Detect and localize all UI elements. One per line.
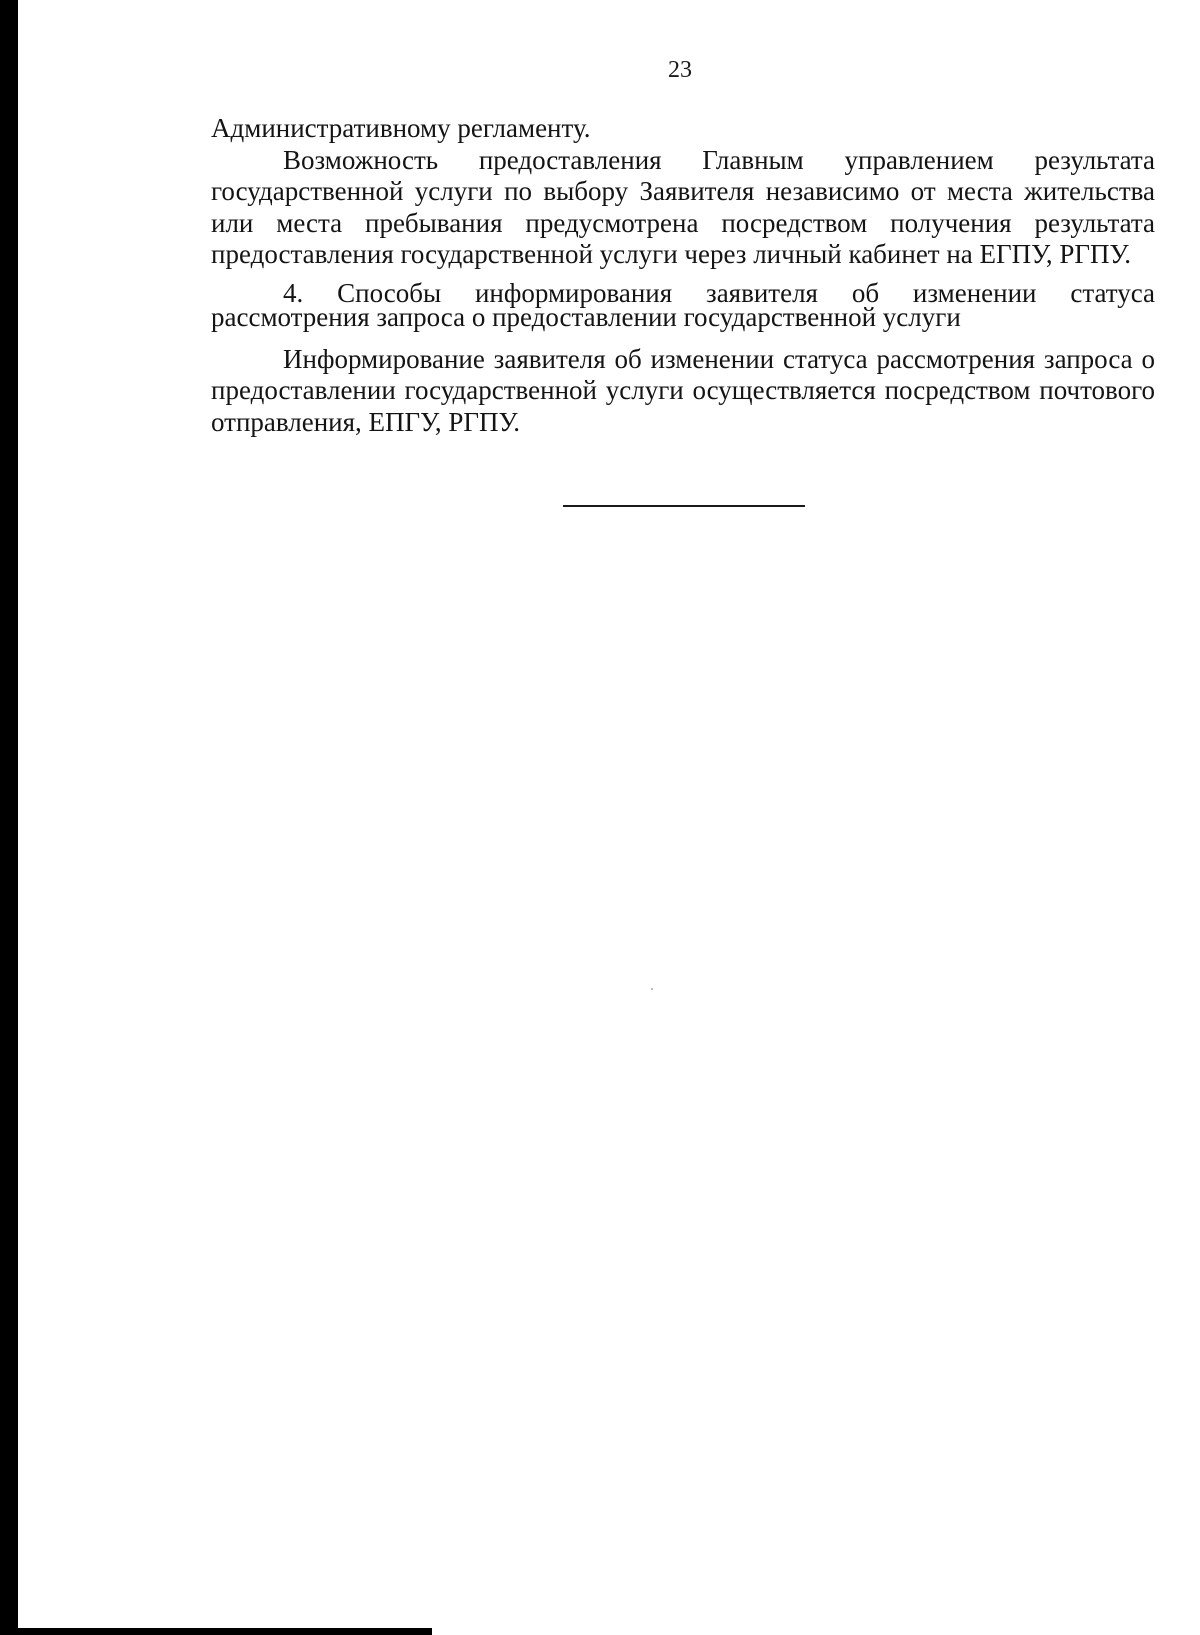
scan-speck — [651, 988, 653, 990]
scan-border-left — [0, 0, 18, 1635]
paragraph-continuation: Административному регламенту. — [211, 113, 591, 143]
end-rule-divider — [563, 505, 805, 507]
scan-border-bottom — [0, 1628, 432, 1635]
paragraph-result-possibility: Возможность предоставления Главным управлением результата государственной услуги по выбору Заявителя независимо от места жительства или места пребывания предусмотрена посредством получения результата предоставления государственной услуги через личный кабинет на ЕГПУ, РГПУ. — [211, 144, 1155, 269]
paragraph-informing: Информирование заявителя об изменении статуса рассмотрения запроса о предоставлении государственной услуги осуществляется посредством почтового отправления, ЕПГУ, РГПУ. — [211, 343, 1155, 437]
page-number: 23 — [668, 57, 692, 83]
document-body — [211, 113, 1155, 438]
section-heading: 4. Способы информирования заявителя об изменении статуса рассмотрения запроса о предоставлении государственной услуги — [211, 277, 1155, 332]
